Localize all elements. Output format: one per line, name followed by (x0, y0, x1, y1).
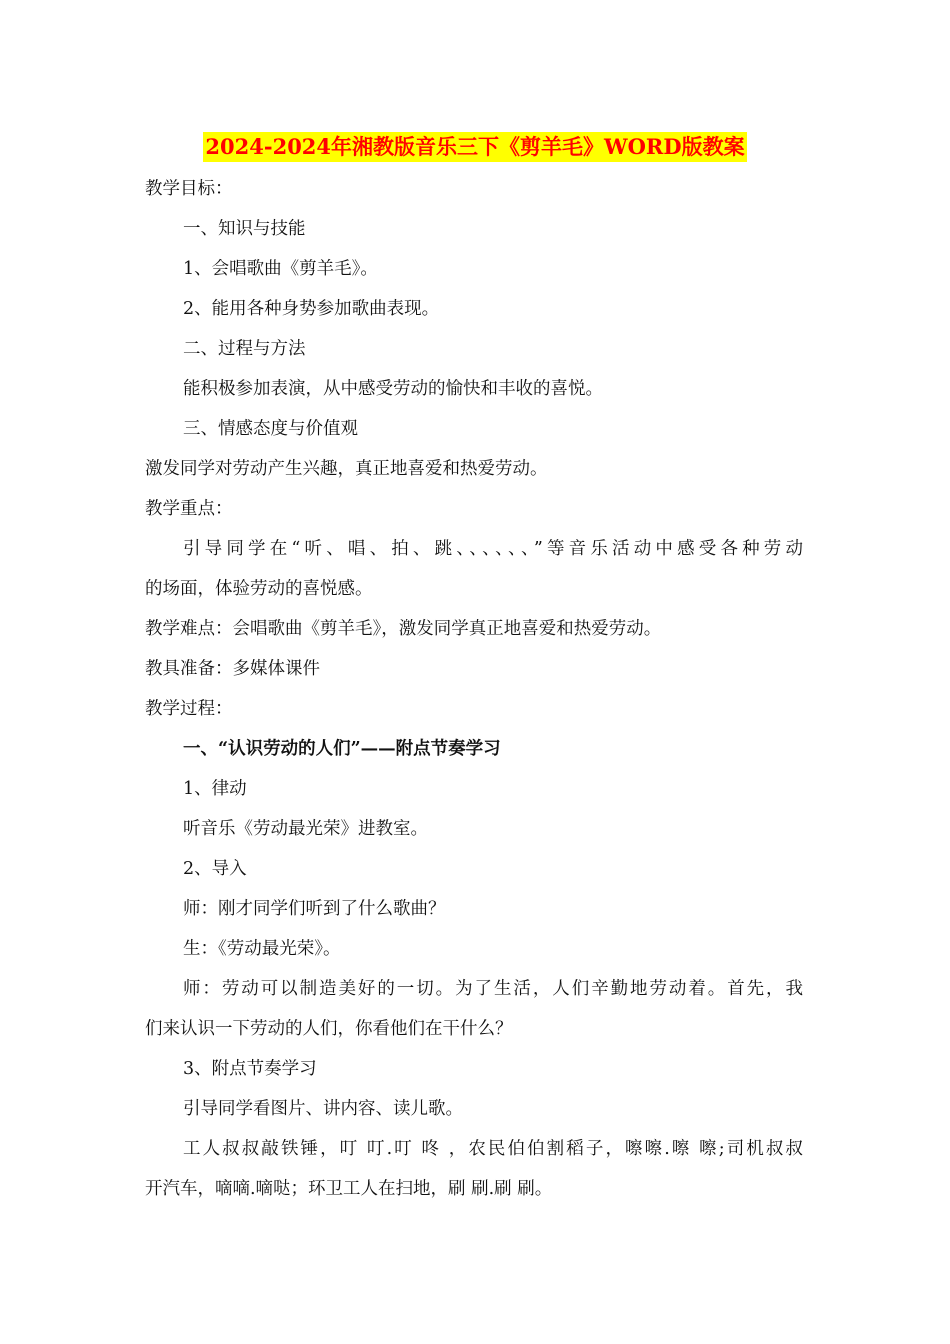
paragraph: 引导同学看图片、讲内容、读儿歌。 (183, 1099, 463, 1119)
process-method-heading: 二、过程与方法 (183, 339, 306, 359)
title-container (0, 132, 950, 162)
dialogue-line: 师：劳动可以制造美好的一切。为了生活，人们辛勤地劳动着。首先，我 (183, 979, 803, 999)
key-points-heading: 教学重点： (145, 499, 233, 519)
subsection-heading: 3、附点节奏学习 (183, 1059, 317, 1079)
dialogue-line: 们来认识一下劳动的人们，你看他们在干什么？ (145, 1019, 513, 1039)
paragraph: 激发同学对劳动产生兴趣，真正地喜爱和热爱劳动。 (145, 459, 548, 479)
subsection-heading: 2、导入 (183, 859, 247, 879)
paragraph: 引导同学在“听、唱、拍、跳、、、、、、”等音乐活动中感受各种劳动 (183, 539, 803, 559)
paragraph: 2、能用各种身势参加歌曲表现。 (183, 299, 440, 319)
dialogue-line: 师：刚才同学们听到了什么歌曲？ (183, 899, 446, 919)
paragraph: 听音乐《劳动最光荣》进教室。 (183, 819, 428, 839)
section-one-heading: 一、“认识劳动的人们”——附点节奏学习 (183, 739, 501, 759)
rhyme-line: 工人叔叔敲铁锤，叮 叮.叮 咚 ，农民伯伯割稻子，嚓嚓.嚓 嚓;司机叔叔 (183, 1139, 803, 1159)
rhyme-line: 开汽车，嘀嘀.嘀哒；环卫工人在扫地，刷 刷.刷 刷。 (145, 1179, 553, 1199)
subsection-heading: 1、律动 (183, 779, 247, 799)
document-title: 2024-2024年湘教版音乐三下《剪羊毛》WORD版教案 (203, 132, 746, 162)
attitude-values-heading: 三、情感态度与价值观 (183, 419, 358, 439)
dialogue-line: 生：《劳动最光荣》。 (183, 939, 341, 959)
materials-paragraph: 教具准备：多媒体课件 (145, 659, 320, 679)
objectives-heading: 教学目标： (145, 179, 233, 199)
paragraph: 1、会唱歌曲《剪羊毛》。 (183, 259, 378, 279)
paragraph: 的场面，体验劳动的喜悦感。 (145, 579, 373, 599)
difficulties-paragraph: 教学难点：会唱歌曲《剪羊毛》，激发同学真正地喜爱和热爱劳动。 (145, 619, 662, 639)
paragraph: 能积极参加表演，从中感受劳动的愉快和丰收的喜悦。 (183, 379, 603, 399)
knowledge-skills-heading: 一、知识与技能 (183, 219, 306, 239)
process-heading: 教学过程： (145, 699, 233, 719)
